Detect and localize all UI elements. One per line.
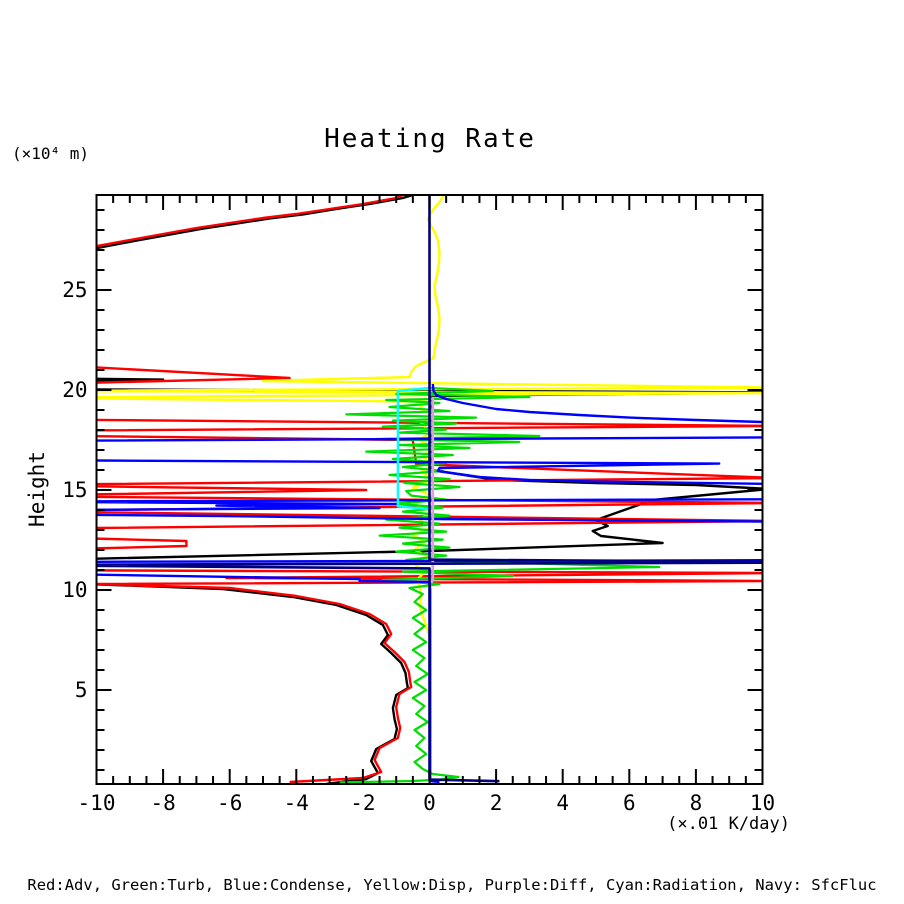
y-axis-unit-label: (×10⁴ m) bbox=[12, 144, 90, 163]
x-tick-label-6: 6 bbox=[622, 791, 636, 815]
y-tick-label-25: 25 bbox=[62, 278, 88, 302]
series-adv-line bbox=[0, 195, 776, 782]
x-tick-label--8: -8 bbox=[150, 791, 176, 815]
series-disp-line bbox=[0, 196, 776, 780]
series-turb-line bbox=[340, 388, 660, 782]
x-tick-label--6: -6 bbox=[217, 791, 243, 815]
x-tick-label-0: 0 bbox=[423, 791, 436, 815]
x-axis-unit-label: (×.01 K/day) bbox=[667, 814, 790, 834]
x-tick-label-10: 10 bbox=[749, 791, 776, 815]
y-tick-label-20: 20 bbox=[62, 378, 88, 402]
x-tick-label-8: 8 bbox=[689, 791, 703, 815]
y-tick-label-5: 5 bbox=[74, 678, 88, 702]
legend-caption: Red:Adv, Green:Turb, Blue:Condense, Yellow:Disp, Purple:Diff, Cyan:Radiation, Navy: SfcFluc bbox=[27, 876, 877, 894]
y-tick-label-15: 15 bbox=[62, 478, 88, 502]
series-black-line bbox=[0, 195, 776, 784]
chart-title: Heating Rate bbox=[324, 124, 536, 154]
y-tick-label-10: 10 bbox=[62, 578, 88, 602]
x-tick-label-2: 2 bbox=[489, 791, 503, 815]
y-axis-title: Height bbox=[25, 451, 49, 527]
x-tick-label--2: -2 bbox=[350, 791, 376, 815]
x-tick-label--4: -4 bbox=[283, 791, 309, 815]
series-diff-line bbox=[431, 397, 433, 583]
x-tick-label--10: -10 bbox=[77, 791, 116, 815]
x-tick-label-4: 4 bbox=[556, 791, 570, 815]
